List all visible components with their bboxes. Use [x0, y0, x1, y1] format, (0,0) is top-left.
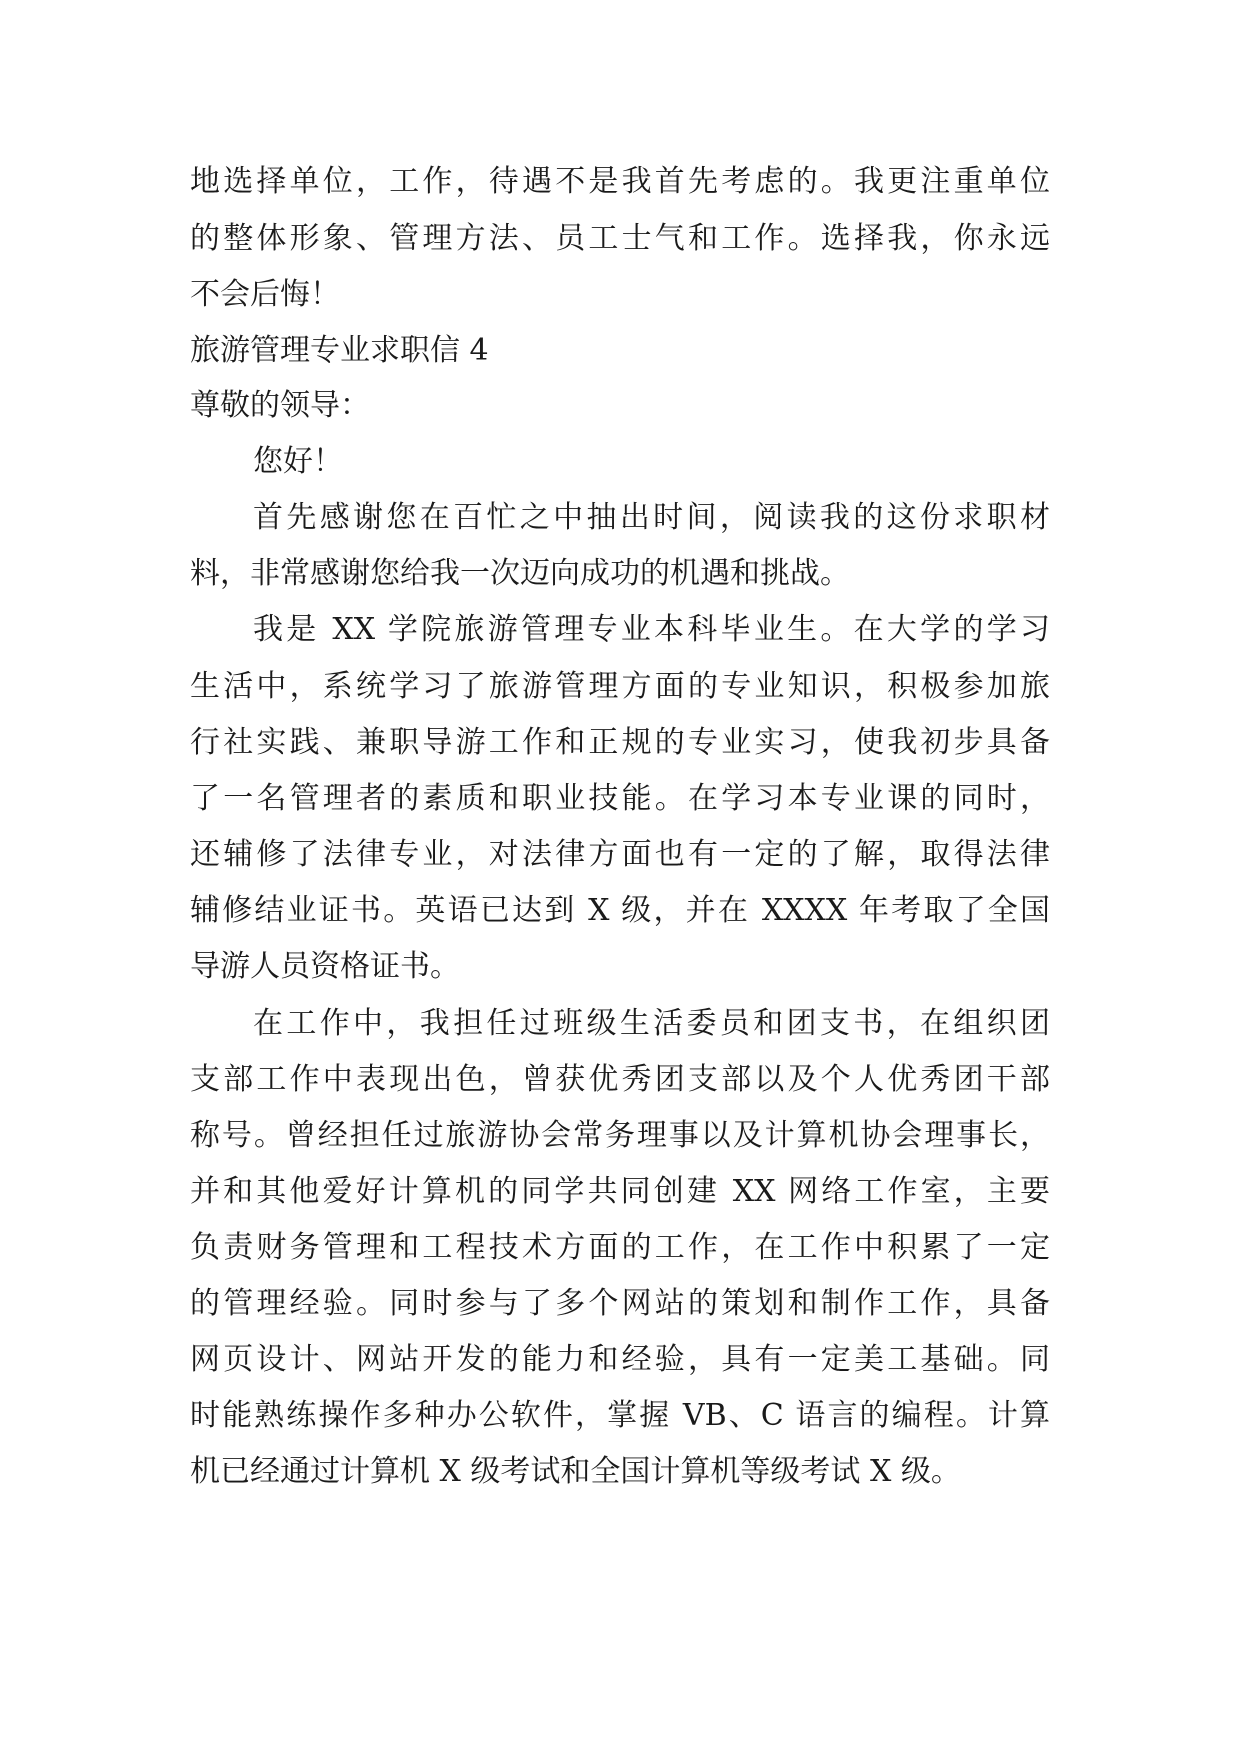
- text-line: 时能熟练操作多种办公软件，掌握 VB、C 语言的编程。计算: [190, 1398, 1050, 1433]
- text-line: 地选择单位，工作，待遇不是我首先考虑的。我更注重单位: [190, 164, 1050, 199]
- text-line: 并和其他爱好计算机的同学共同创建 XX 网络工作室，主要: [190, 1174, 1050, 1209]
- text-line: 不会后悔！: [190, 277, 340, 312]
- text-line: 辅修结业证书。英语已达到 X 级，并在 XXXX 年考取了全国: [190, 893, 1050, 928]
- text-line: 支部工作中表现出色，曾获优秀团支部以及个人优秀团干部: [190, 1062, 1050, 1097]
- text-line: 首先感谢您在百忙之中抽出时间，阅读我的这份求职材: [253, 500, 1050, 535]
- text-line: 的管理经验。同时参与了多个网站的策划和制作工作，具备: [190, 1286, 1050, 1321]
- text-line: 网页设计、网站开发的能力和经验，具有一定美工基础。同: [190, 1342, 1050, 1377]
- text-line: 了一名管理者的素质和职业技能。在学习本专业课的同时，: [190, 781, 1050, 816]
- text-line: 我是 XX 学院旅游管理专业本科毕业生。在大学的学习: [253, 612, 1050, 647]
- greeting: 您好！: [253, 444, 343, 479]
- section-title: 旅游管理专业求职信 4: [190, 333, 489, 368]
- text-line: 称号。曾经担任过旅游协会常务理事以及计算机协会理事长，: [190, 1118, 1050, 1153]
- salutation: 尊敬的领导：: [190, 388, 370, 423]
- text-line: 生活中，系统学习了旅游管理方面的专业知识，积极参加旅: [190, 669, 1050, 704]
- text-line: 的整体形象、管理方法、员工士气和工作。选择我，你永远: [190, 221, 1050, 256]
- text-line: 料，非常感谢您给我一次迈向成功的机遇和挑战。: [190, 556, 850, 591]
- text-line: 行社实践、兼职导游工作和正规的专业实习，使我初步具备: [190, 725, 1050, 760]
- text-line: 机已经通过计算机 X 级考试和全国计算机等级考试 X 级。: [190, 1454, 961, 1489]
- text-line: 在工作中，我担任过班级生活委员和团支书，在组织团: [253, 1006, 1050, 1041]
- text-line: 导游人员资格证书。: [190, 949, 460, 984]
- text-line: 还辅修了法律专业，对法律方面也有一定的了解，取得法律: [190, 837, 1050, 872]
- text-line: 负责财务管理和工程技术方面的工作，在工作中积累了一定: [190, 1230, 1050, 1265]
